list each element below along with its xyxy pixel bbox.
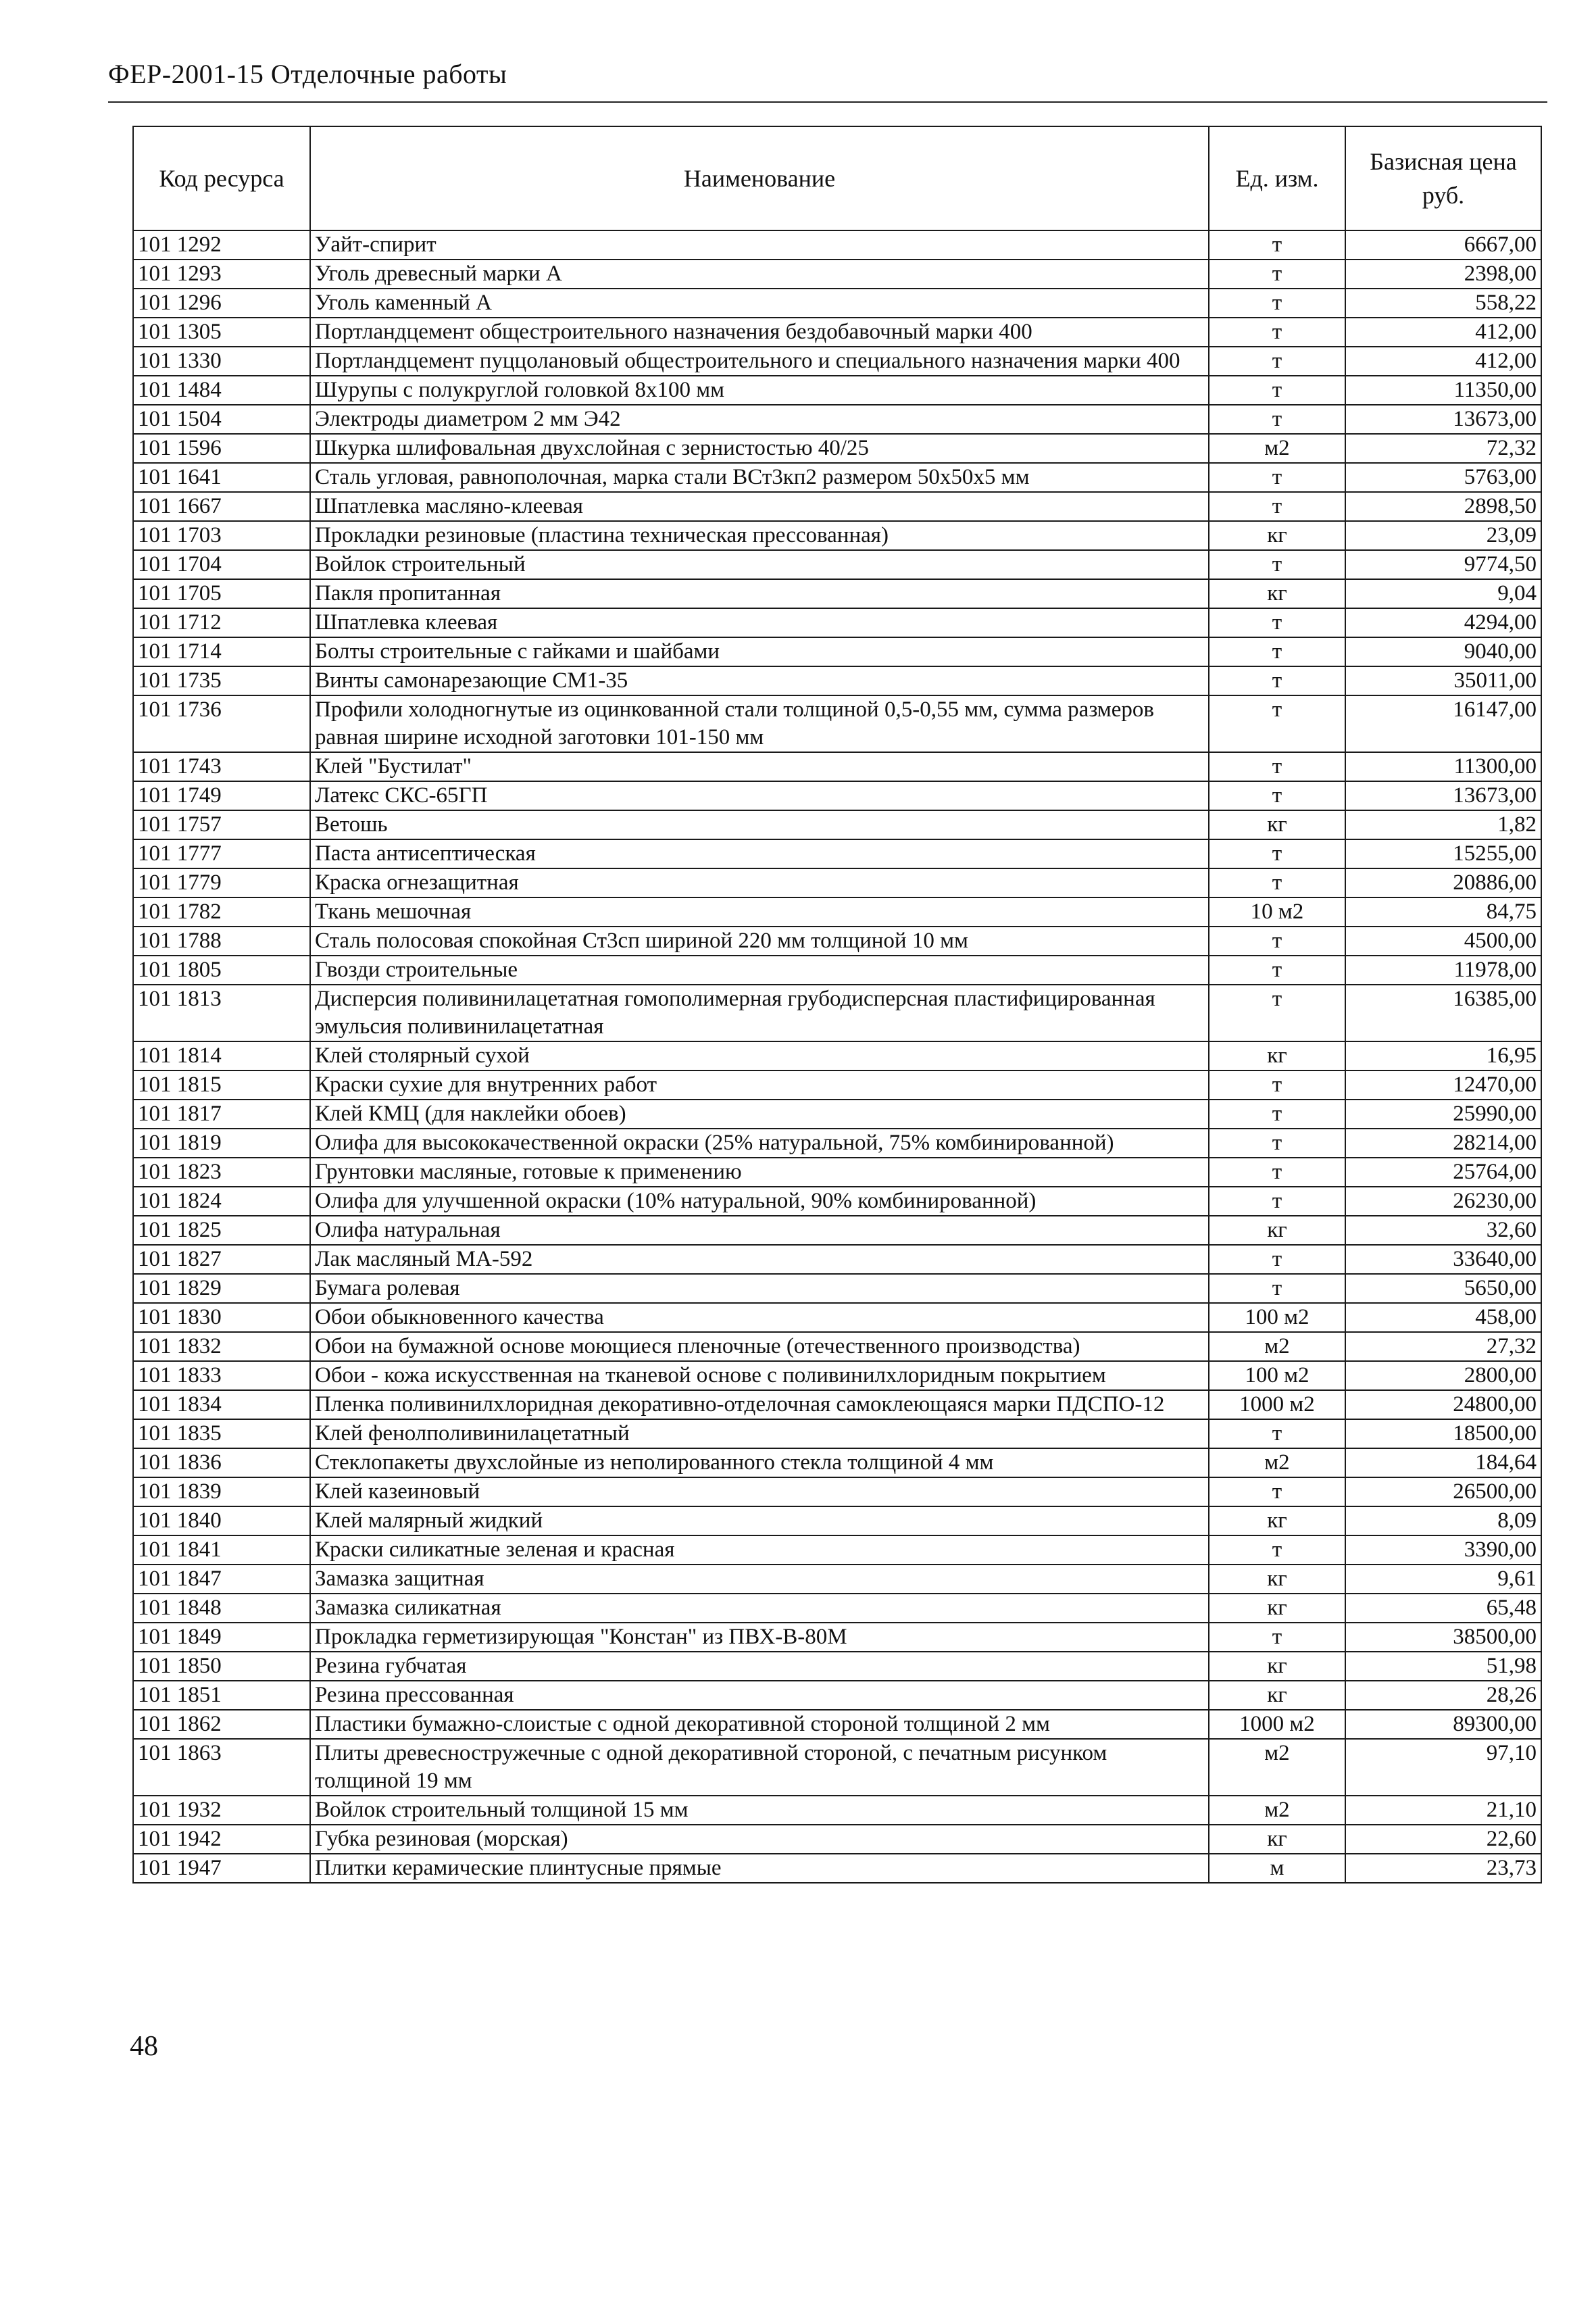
price-cell: 16147,00 (1345, 695, 1541, 752)
unit-cell: м2 (1209, 1332, 1345, 1361)
unit-cell: т (1209, 550, 1345, 579)
resource-code-cell: 101 1819 (133, 1129, 310, 1158)
resource-name-cell: Плиты древесностружечные с одной декоративной стороной, с печатным рисунком толщиной 19 мм (310, 1739, 1209, 1796)
table-row (133, 318, 1541, 347)
resource-name-cell: Паста антисептическая (310, 839, 1209, 868)
unit-cell: т (1209, 1477, 1345, 1506)
price-cell: 16,95 (1345, 1041, 1541, 1070)
resource-code-cell: 101 1850 (133, 1652, 310, 1681)
unit-cell: т (1209, 695, 1345, 752)
resource-name-cell: Уайт-спирит (310, 230, 1209, 260)
resource-code-cell: 101 1805 (133, 956, 310, 985)
resource-code-cell: 101 1815 (133, 1070, 310, 1100)
resource-code-cell: 101 1942 (133, 1825, 310, 1854)
unit-cell: т (1209, 347, 1345, 376)
unit-cell: кг (1209, 1681, 1345, 1710)
resource-code-cell: 101 1779 (133, 868, 310, 897)
table-row (133, 405, 1541, 434)
resource-name-cell: Шпатлевка масляно-клеевая (310, 492, 1209, 521)
price-cell: 33640,00 (1345, 1245, 1541, 1274)
price-cell: 11350,00 (1345, 376, 1541, 405)
unit-cell: т (1209, 608, 1345, 637)
table-row (133, 434, 1541, 463)
price-cell: 23,09 (1345, 521, 1541, 550)
resource-code-cell: 101 1851 (133, 1681, 310, 1710)
resource-name-cell: Клей фенолполивинилацетатный (310, 1419, 1209, 1448)
table-row (133, 839, 1541, 868)
table-row (133, 608, 1541, 637)
price-cell: 412,00 (1345, 318, 1541, 347)
resource-name-cell: Клей "Бустилат" (310, 752, 1209, 781)
unit-cell: кг (1209, 810, 1345, 839)
price-cell: 558,22 (1345, 289, 1541, 318)
table-row (133, 1216, 1541, 1245)
resource-code-cell: 101 1749 (133, 781, 310, 810)
resource-code-cell: 101 1641 (133, 463, 310, 492)
table-row (133, 347, 1541, 376)
resource-name-cell: Клей казеиновый (310, 1477, 1209, 1506)
price-cell: 8,09 (1345, 1506, 1541, 1535)
resource-code-cell: 101 1596 (133, 434, 310, 463)
price-cell: 5763,00 (1345, 463, 1541, 492)
unit-cell: т (1209, 1419, 1345, 1448)
price-cell: 89300,00 (1345, 1710, 1541, 1739)
resource-name-cell: Резина губчатая (310, 1652, 1209, 1681)
table-row (133, 1361, 1541, 1390)
table-row (133, 260, 1541, 289)
price-cell: 9774,50 (1345, 550, 1541, 579)
resource-name-cell: Резина прессованная (310, 1681, 1209, 1710)
table-row (133, 1796, 1541, 1825)
unit-cell: т (1209, 752, 1345, 781)
unit-cell: м (1209, 1854, 1345, 1883)
resource-name-cell: Прокладка герметизирующая "Констан" из ПВХ-В-80М (310, 1623, 1209, 1652)
table-row (133, 695, 1541, 752)
table-row (133, 1535, 1541, 1565)
unit-cell: 10 м2 (1209, 897, 1345, 927)
resource-code-cell: 101 1932 (133, 1796, 310, 1825)
resource-name-cell: Бумага ролевая (310, 1274, 1209, 1303)
unit-cell: т (1209, 1158, 1345, 1187)
price-cell: 65,48 (1345, 1594, 1541, 1623)
price-cell: 27,32 (1345, 1332, 1541, 1361)
resource-name-cell: Дисперсия поливинилацетатная гомополимерная грубодисперсная пластифицированная эмульсия поливинилацетатная (310, 985, 1209, 1041)
table-row (133, 579, 1541, 608)
resource-name-cell: Винты самонарезающие СМ1-35 (310, 666, 1209, 695)
table-row (133, 1652, 1541, 1681)
price-cell: 38500,00 (1345, 1623, 1541, 1652)
unit-cell: т (1209, 260, 1345, 289)
price-cell: 5650,00 (1345, 1274, 1541, 1303)
resource-name-cell: Замазка силикатная (310, 1594, 1209, 1623)
resource-code-cell: 101 1714 (133, 637, 310, 666)
resource-name-cell: Клей КМЦ (для наклейки обоев) (310, 1100, 1209, 1129)
unit-cell: кг (1209, 1216, 1345, 1245)
price-cell: 3390,00 (1345, 1535, 1541, 1565)
resource-name-cell: Шурупы с полукруглой головкой 8х100 мм (310, 376, 1209, 405)
table-row (133, 1739, 1541, 1796)
resource-name-cell: Пластики бумажно-слоистые с одной декоративной стороной толщиной 2 мм (310, 1710, 1209, 1739)
resource-name-cell: Олифа для улучшенной окраски (10% натуральной, 90% комбинированной) (310, 1187, 1209, 1216)
price-cell: 4500,00 (1345, 927, 1541, 956)
unit-cell: кг (1209, 1565, 1345, 1594)
unit-cell: т (1209, 1100, 1345, 1129)
resource-name-cell: Плитки керамические плинтусные прямые (310, 1854, 1209, 1883)
resource-name-cell: Прокладки резиновые (пластина техническая прессованная) (310, 521, 1209, 550)
table-row (133, 1390, 1541, 1419)
price-cell: 26500,00 (1345, 1477, 1541, 1506)
price-cell: 97,10 (1345, 1739, 1541, 1796)
price-cell: 9,04 (1345, 579, 1541, 608)
resource-code-cell: 101 1827 (133, 1245, 310, 1274)
price-cell: 28214,00 (1345, 1129, 1541, 1158)
price-cell: 51,98 (1345, 1652, 1541, 1681)
table-row (133, 897, 1541, 927)
resource-code-cell: 101 1825 (133, 1216, 310, 1245)
resource-code-cell: 101 1848 (133, 1594, 310, 1623)
resource-name-cell: Профили холодногнутые из оцинкованной стали толщиной 0,5-0,55 мм, сумма размеров равная ширине исходной заготовки 101-150 мм (310, 695, 1209, 752)
resource-code-cell: 101 1836 (133, 1448, 310, 1477)
table-row (133, 1158, 1541, 1187)
unit-cell: т (1209, 985, 1345, 1041)
price-cell: 2800,00 (1345, 1361, 1541, 1390)
resource-code-cell: 101 1777 (133, 839, 310, 868)
table-row (133, 956, 1541, 985)
unit-cell: т (1209, 1623, 1345, 1652)
resource-name-cell: Сталь угловая, равнополочная, марка стали ВСт3кп2 размером 50х50х5 мм (310, 463, 1209, 492)
unit-cell: кг (1209, 1652, 1345, 1681)
resource-code-cell: 101 1947 (133, 1854, 310, 1883)
resource-code-cell: 101 1703 (133, 521, 310, 550)
unit-cell: кг (1209, 1594, 1345, 1623)
unit-cell: т (1209, 927, 1345, 956)
resource-name-cell: Губка резиновая (морская) (310, 1825, 1209, 1854)
resource-name-cell: Клей малярный жидкий (310, 1506, 1209, 1535)
table-row (133, 1681, 1541, 1710)
unit-cell: т (1209, 318, 1345, 347)
resource-code-cell: 101 1735 (133, 666, 310, 695)
resource-code-cell: 101 1305 (133, 318, 310, 347)
unit-cell: т (1209, 492, 1345, 521)
table-row (133, 1245, 1541, 1274)
table-row (133, 1187, 1541, 1216)
unit-cell: кг (1209, 579, 1345, 608)
price-cell: 16385,00 (1345, 985, 1541, 1041)
table-body (133, 230, 1541, 1883)
unit-cell: т (1209, 1245, 1345, 1274)
unit-cell: м2 (1209, 434, 1345, 463)
resource-name-cell: Ткань мешочная (310, 897, 1209, 927)
resource-name-cell: Обои обыкновенного качества (310, 1303, 1209, 1332)
table-row (133, 1100, 1541, 1129)
table-row (133, 1565, 1541, 1594)
unit-cell: т (1209, 463, 1345, 492)
table-row (133, 1070, 1541, 1100)
price-cell: 25990,00 (1345, 1100, 1541, 1129)
table-row (133, 985, 1541, 1041)
table-row (133, 666, 1541, 695)
unit-cell: 1000 м2 (1209, 1390, 1345, 1419)
unit-cell: т (1209, 376, 1345, 405)
resource-name-cell: Обои на бумажной основе моющиеся пленочные (отечественного производства) (310, 1332, 1209, 1361)
resource-code-cell: 101 1704 (133, 550, 310, 579)
page-number: 48 (130, 2031, 158, 2062)
table-row (133, 1448, 1541, 1477)
table-row (133, 1854, 1541, 1883)
table-row (133, 781, 1541, 810)
price-cell: 23,73 (1345, 1854, 1541, 1883)
column-header-price: Базисная цена руб. (1345, 126, 1541, 230)
resource-name-cell: Лак масляный МА-592 (310, 1245, 1209, 1274)
resource-code-cell: 101 1834 (133, 1390, 310, 1419)
resource-code-cell: 101 1743 (133, 752, 310, 781)
table-row (133, 521, 1541, 550)
price-cell: 184,64 (1345, 1448, 1541, 1477)
resource-code-cell: 101 1788 (133, 927, 310, 956)
price-cell: 9040,00 (1345, 637, 1541, 666)
resource-code-cell: 101 1830 (133, 1303, 310, 1332)
price-cell: 22,60 (1345, 1825, 1541, 1854)
resource-name-cell: Краска огнезащитная (310, 868, 1209, 897)
resource-code-cell: 101 1835 (133, 1419, 310, 1448)
unit-cell: т (1209, 839, 1345, 868)
resource-name-cell: Стеклопакеты двухслойные из неполированного стекла толщиной 4 мм (310, 1448, 1209, 1477)
table-row (133, 1419, 1541, 1448)
resource-code-cell: 101 1705 (133, 579, 310, 608)
table-row (133, 1274, 1541, 1303)
unit-cell: т (1209, 956, 1345, 985)
unit-cell: т (1209, 1187, 1345, 1216)
resource-code-cell: 101 1862 (133, 1710, 310, 1739)
resource-name-cell: Электроды диаметром 2 мм Э42 (310, 405, 1209, 434)
unit-cell: т (1209, 1535, 1345, 1565)
column-header-unit: Ед. изм. (1209, 126, 1345, 230)
resource-name-cell: Клей столярный сухой (310, 1041, 1209, 1070)
unit-cell: кг (1209, 521, 1345, 550)
unit-cell: кг (1209, 1506, 1345, 1535)
resource-code-cell: 101 1293 (133, 260, 310, 289)
resource-name-cell: Уголь древесный марки А (310, 260, 1209, 289)
resource-name-cell: Войлок строительный толщиной 15 мм (310, 1796, 1209, 1825)
resource-name-cell: Шкурка шлифовальная двухслойная с зернистостью 40/25 (310, 434, 1209, 463)
unit-cell: кг (1209, 1041, 1345, 1070)
unit-cell: м2 (1209, 1739, 1345, 1796)
price-cell: 11978,00 (1345, 956, 1541, 985)
unit-cell: 100 м2 (1209, 1303, 1345, 1332)
price-cell: 84,75 (1345, 897, 1541, 927)
price-cell: 12470,00 (1345, 1070, 1541, 1100)
resource-name-cell: Пленка поливинилхлоридная декоративно-отделочная самоклеющаяся марки ПДСПО-12 (310, 1390, 1209, 1419)
unit-cell: т (1209, 1129, 1345, 1158)
resource-code-cell: 101 1782 (133, 897, 310, 927)
resource-code-cell: 101 1296 (133, 289, 310, 318)
table-row (133, 637, 1541, 666)
price-cell: 24800,00 (1345, 1390, 1541, 1419)
table-row (133, 550, 1541, 579)
resource-name-cell: Олифа для высококачественной окраски (25% натуральной, 75% комбинированной) (310, 1129, 1209, 1158)
resource-code-cell: 101 1484 (133, 376, 310, 405)
resource-code-cell: 101 1813 (133, 985, 310, 1041)
table-row (133, 376, 1541, 405)
unit-cell: т (1209, 230, 1345, 260)
unit-cell: т (1209, 666, 1345, 695)
price-cell: 13673,00 (1345, 405, 1541, 434)
price-cell: 72,32 (1345, 434, 1541, 463)
resource-code-cell: 101 1847 (133, 1565, 310, 1594)
unit-cell: т (1209, 289, 1345, 318)
price-cell: 25764,00 (1345, 1158, 1541, 1187)
price-cell: 2398,00 (1345, 260, 1541, 289)
price-cell: 2898,50 (1345, 492, 1541, 521)
price-cell: 412,00 (1345, 347, 1541, 376)
price-cell: 28,26 (1345, 1681, 1541, 1710)
unit-cell: 100 м2 (1209, 1361, 1345, 1390)
resource-code-cell: 101 1504 (133, 405, 310, 434)
table-row (133, 1506, 1541, 1535)
resource-code-cell: 101 1832 (133, 1332, 310, 1361)
table-row (133, 868, 1541, 897)
resource-name-cell: Сталь полосовая спокойная Ст3сп шириной 220 мм толщиной 10 мм (310, 927, 1209, 956)
resource-name-cell: Латекс СКС-65ГП (310, 781, 1209, 810)
column-header-code: Код ресурса (133, 126, 310, 230)
resource-name-cell: Олифа натуральная (310, 1216, 1209, 1245)
resource-name-cell: Гвозди строительные (310, 956, 1209, 985)
resource-code-cell: 101 1292 (133, 230, 310, 260)
resource-name-cell: Шпатлевка клеевая (310, 608, 1209, 637)
resource-code-cell: 101 1823 (133, 1158, 310, 1187)
resource-name-cell: Болты строительные с гайками и шайбами (310, 637, 1209, 666)
table-row (133, 230, 1541, 260)
table-row (133, 463, 1541, 492)
table-row (133, 1825, 1541, 1854)
table-header-row (133, 126, 1541, 230)
price-cell: 15255,00 (1345, 839, 1541, 868)
table-row (133, 752, 1541, 781)
page-header: ФЕР-2001-15 Отделочные работы (108, 59, 507, 89)
resource-code-cell: 101 1833 (133, 1361, 310, 1390)
table-row (133, 1623, 1541, 1652)
table-row (133, 1129, 1541, 1158)
unit-cell: т (1209, 1274, 1345, 1303)
unit-cell: кг (1209, 1825, 1345, 1854)
unit-cell: т (1209, 1070, 1345, 1100)
unit-cell: т (1209, 405, 1345, 434)
table-row (133, 289, 1541, 318)
resource-code-cell: 101 1817 (133, 1100, 310, 1129)
table-row (133, 1041, 1541, 1070)
price-cell: 11300,00 (1345, 752, 1541, 781)
resource-name-cell: Ветошь (310, 810, 1209, 839)
resource-name-cell: Войлок строительный (310, 550, 1209, 579)
resource-name-cell: Портландцемент общестроительного назначения бездобавочный марки 400 (310, 318, 1209, 347)
resource-name-cell: Замазка защитная (310, 1565, 1209, 1594)
table-row (133, 1332, 1541, 1361)
resource-code-cell: 101 1712 (133, 608, 310, 637)
resource-name-cell: Краски сухие для внутренних работ (310, 1070, 1209, 1100)
table-row (133, 1303, 1541, 1332)
price-cell: 9,61 (1345, 1565, 1541, 1594)
table-row (133, 1594, 1541, 1623)
resource-name-cell: Пакля пропитанная (310, 579, 1209, 608)
unit-cell: м2 (1209, 1796, 1345, 1825)
unit-cell: т (1209, 781, 1345, 810)
resource-name-cell: Уголь каменный А (310, 289, 1209, 318)
resource-code-cell: 101 1829 (133, 1274, 310, 1303)
resource-code-cell: 101 1840 (133, 1506, 310, 1535)
price-cell: 21,10 (1345, 1796, 1541, 1825)
unit-cell: 1000 м2 (1209, 1710, 1345, 1739)
resource-code-cell: 101 1736 (133, 695, 310, 752)
resource-code-cell: 101 1839 (133, 1477, 310, 1506)
resource-code-cell: 101 1863 (133, 1739, 310, 1796)
price-cell: 4294,00 (1345, 608, 1541, 637)
price-cell: 32,60 (1345, 1216, 1541, 1245)
resource-name-cell: Портландцемент пуццолановый общестроительного и специального назначения марки 400 (310, 347, 1209, 376)
table-row (133, 492, 1541, 521)
table-row (133, 1710, 1541, 1739)
resource-code-cell: 101 1849 (133, 1623, 310, 1652)
resource-code-cell: 101 1330 (133, 347, 310, 376)
price-cell: 35011,00 (1345, 666, 1541, 695)
unit-cell: т (1209, 868, 1345, 897)
resource-code-cell: 101 1814 (133, 1041, 310, 1070)
header-divider (108, 101, 1547, 103)
table-row (133, 1477, 1541, 1506)
price-cell: 1,82 (1345, 810, 1541, 839)
resource-code-cell: 101 1824 (133, 1187, 310, 1216)
price-cell: 13673,00 (1345, 781, 1541, 810)
table-row (133, 810, 1541, 839)
resource-code-cell: 101 1757 (133, 810, 310, 839)
resource-name-cell: Обои - кожа искусственная на тканевой основе с поливинилхлоридным покрытием (310, 1361, 1209, 1390)
resource-price-table (132, 126, 1542, 1884)
price-cell: 20886,00 (1345, 868, 1541, 897)
resource-name-cell: Грунтовки масляные, готовые к применению (310, 1158, 1209, 1187)
resource-code-cell: 101 1667 (133, 492, 310, 521)
unit-cell: т (1209, 637, 1345, 666)
price-cell: 6667,00 (1345, 230, 1541, 260)
resource-name-cell: Краски силикатные зеленая и красная (310, 1535, 1209, 1565)
table-row (133, 927, 1541, 956)
column-header-name: Наименование (310, 126, 1209, 230)
resource-code-cell: 101 1841 (133, 1535, 310, 1565)
price-cell: 18500,00 (1345, 1419, 1541, 1448)
unit-cell: м2 (1209, 1448, 1345, 1477)
price-cell: 458,00 (1345, 1303, 1541, 1332)
price-cell: 26230,00 (1345, 1187, 1541, 1216)
